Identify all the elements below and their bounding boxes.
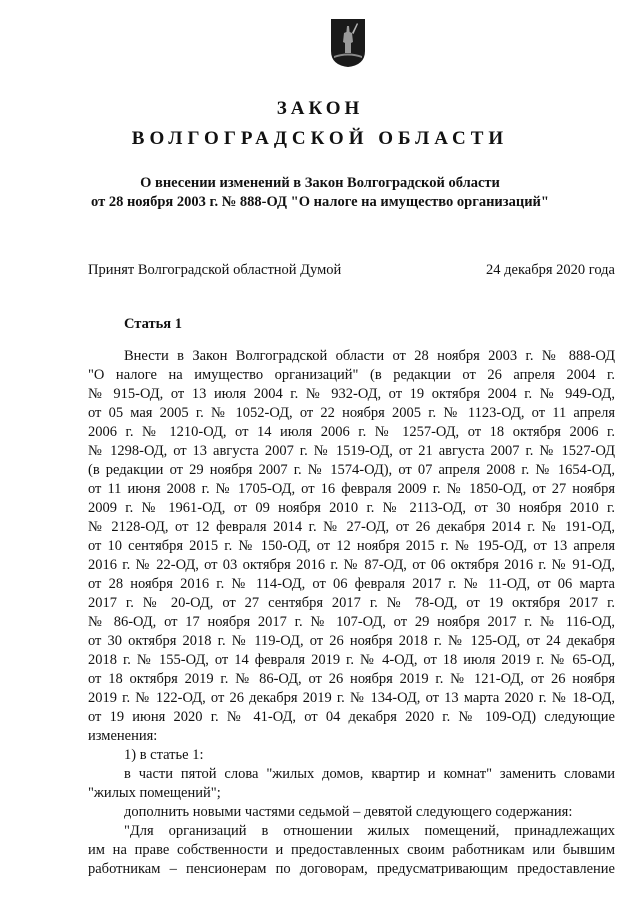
article-line: 2017 г. № 20-ОД, от 27 сентября 2017 г. № 78-ОД, от 19 октября 2017 г.	[88, 595, 615, 611]
article-line: № 86-ОД, от 17 ноября 2017 г. № 107-ОД, от 29 ноября 2017 г. № 116-ОД,	[88, 614, 615, 630]
article-line: 2019 г. № 122-ОД, от 26 декабря 2019 г. № 134-ОД, от 13 марта 2020 г. № 18-ОД,	[88, 690, 615, 706]
article-line: от 05 мая 2005 г. № 1052-ОД, от 22 ноября 2005 г. № 1123-ОД, от 11 апреля	[88, 405, 615, 421]
article-heading: Статья 1	[124, 316, 182, 332]
adoption-date: 24 декабря 2020 года	[486, 262, 615, 278]
article-line: № 2128-ОД, от 12 февраля 2014 г. № 27-ОД, от 26 декабря 2014 г. № 191-ОД,	[88, 519, 615, 535]
article-line: Внести в Закон Волгоградской области от 28 ноября 2003 г. № 888-ОД	[124, 348, 615, 364]
article-line: 2009 г. № 1961-ОД, от 09 ноября 2010 г. № 2113-ОД, от 30 ноября 2010 г.	[88, 500, 615, 516]
article-line: "О налоге на имущество организаций" (в редакции от 26 апреля 2004 г.	[88, 367, 615, 383]
article-line: от 19 июня 2020 г. № 41-ОД, от 04 декабря 2020 г. № 109-ОД) следующие	[88, 709, 615, 725]
law-title-line2: ВОЛГОГРАДСКОЙ ОБЛАСТИ	[131, 128, 509, 149]
article-line: № 915-ОД, от 13 июля 2004 г. № 932-ОД, от 19 октября 2004 г. № 949-ОД,	[88, 386, 615, 402]
article-line: № 1298-ОД, от 13 августа 2007 г. № 1519-ОД, от 21 августа 2007 г. № 1527-ОД	[88, 443, 615, 459]
law-subject	[0, 174, 640, 212]
article-line: от 18 октября 2019 г. № 86-ОД, от 26 ноября 2019 г. № 121-ОД, от 26 ноября	[88, 671, 615, 687]
article-line: от 28 ноября 2016 г. № 114-ОД, от 06 февраля 2017 г. № 11-ОД, от 06 марта	[88, 576, 615, 592]
law-subject-line2: от 28 ноября 2003 г. № 888-ОД "О налоге на имущество организаций"	[91, 194, 549, 210]
law-title-line1: ЗАКОН	[276, 98, 364, 119]
article-line: (в редакции от 29 ноября 2007 г. № 1574-ОД), от 07 апреля 2008 г. № 1654-ОД,	[88, 462, 615, 478]
adopted-by: Принят Волгоградской областной Думой	[88, 262, 342, 278]
article-line: 2006 г. № 1210-ОД, от 14 июля 2006 г. № 1257-ОД, от 18 октября 2006 г.	[88, 424, 615, 440]
article-line: в части пятой слова "жилых домов, квартир и комнат" заменить словами	[124, 766, 615, 782]
article-line: изменения:	[88, 728, 158, 744]
article-line: им на праве собственности и предоставленных своим работникам или бывшим	[88, 842, 615, 858]
article-line: "Для организаций в отношении жилых помещений, принадлежащих	[124, 823, 615, 839]
article-line: от 10 сентября 2015 г. № 150-ОД, от 12 ноября 2015 г. № 195-ОД, от 13 апреля	[88, 538, 615, 554]
law-subject-line1: О внесении изменений в Закон Волгоградской области	[140, 175, 500, 191]
article-line: от 30 октября 2018 г. № 119-ОД, от 26 ноября 2018 г. № 125-ОД, от 24 декабря	[88, 633, 615, 649]
coat-of-arms-icon	[330, 18, 366, 68]
article-body	[88, 347, 615, 879]
law-title	[0, 94, 640, 154]
article-line: "жилых помещений";	[88, 785, 221, 801]
article-line: работникам – пенсионерам по договорам, предусматривающим предоставление	[88, 861, 615, 877]
article-line: 1) в статье 1:	[124, 747, 204, 763]
article-line: 2018 г. № 155-ОД, от 14 февраля 2019 г. № 4-ОД, от 18 июля 2019 г. № 65-ОД,	[88, 652, 615, 668]
adoption-info	[88, 262, 615, 279]
article-line: от 11 июня 2008 г. № 1705-ОД, от 16 февраля 2009 г. № 1850-ОД, от 27 ноября	[88, 481, 615, 497]
article-line: дополнить новыми частями седьмой – девятой следующего содержания:	[124, 804, 573, 820]
article-line: 2016 г. № 22-ОД, от 03 октября 2016 г. № 87-ОД, от 06 октября 2016 г. № 91-ОД,	[88, 557, 615, 573]
